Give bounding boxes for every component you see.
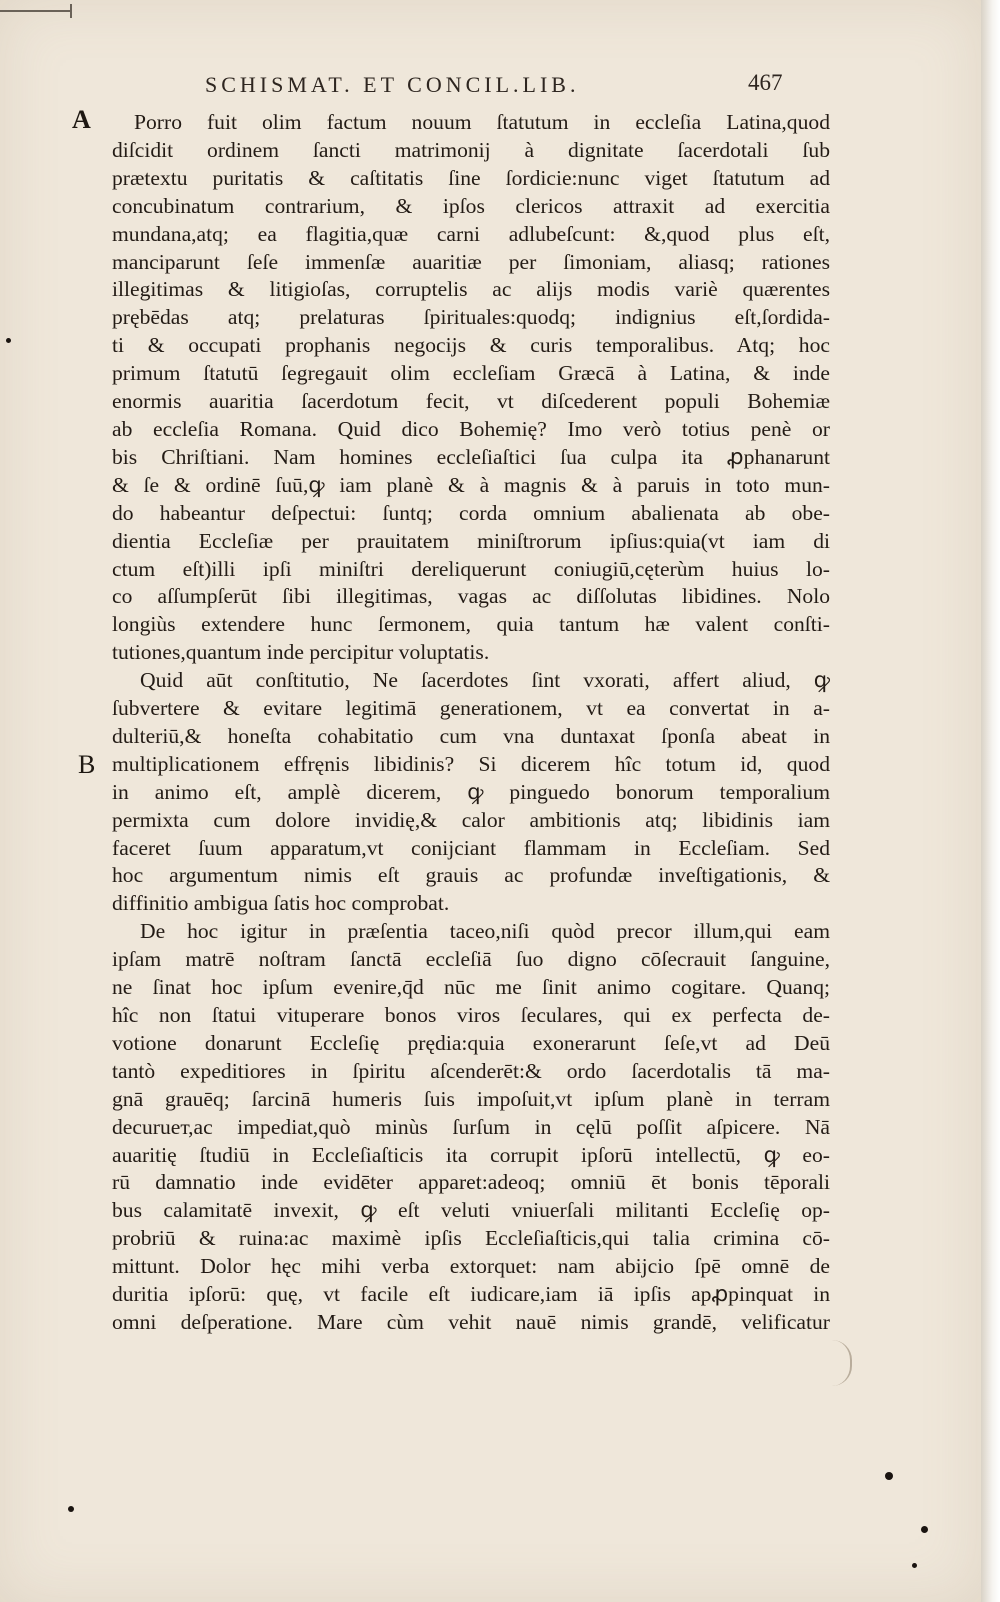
text-line: hîc non ſtatui vituperare bonos viros ſeculares, qui ex perfecta de-	[112, 1003, 830, 1027]
ink-speck	[68, 1506, 74, 1512]
text-line: diffinitio ambigua ſatis hoc comprobat.	[112, 891, 450, 916]
text-line: do habeantur deſpectui: ſuntq; corda omnium abalienata ab obe-	[112, 500, 830, 525]
text-line: auaritię ſtudiū in Eccleſiaſticis ita corrupit ipſorū intellectū, ꝙ eo-	[112, 1142, 830, 1167]
text-line: faceret ſuum apparatum,vt conijciant flammam in Eccleſiam. Sed	[112, 835, 830, 860]
text-line: tantò expeditiores in ſpiritu aſcenderēt:& ordo ſacerdotalis tā ma-	[112, 1058, 830, 1083]
text-line: in animo eſt, amplè dicerem, ꝙ pinguedo bonorum temporalium	[112, 779, 830, 804]
text-line: illegitimas & litigioſas, corruptelis ac alijs modis variè quærentes	[112, 277, 830, 302]
text-line: ipſam matrē noſtram ſanctā eccleſiā ſuo digno cōſecrauit ſanguine,	[112, 947, 830, 972]
ink-speck	[6, 338, 11, 343]
page-number: 467	[748, 70, 783, 95]
text-line: dulteriū,& honeſta cohabitatio cum vna duntaxat ſponſa abeat in	[112, 723, 830, 748]
body-text	[112, 109, 830, 1337]
text-line: ab eccleſia Romana. Quid dico Bohemię? Imo verò totius penè or	[112, 416, 830, 441]
text-line: & ſe & ordinē ſuū,ꝙ iam planè & à magnis & à paruis in toto mun-	[112, 472, 830, 497]
text-line: tutiones,quantum inde percipitur voluptatis.	[112, 640, 490, 665]
text-line: hoc argumentum nimis eſt grauis ac profundæ inveſtigationis, &	[112, 863, 830, 888]
text-line: ne ſinat hoc ipſum evenire,q̄d nūc me ſinit animo cogitare. Quanq;	[112, 975, 830, 1000]
text-line: enormis auaritia ſacerdotum fecit, vt diſcederent populi Bohemiæ	[112, 389, 830, 414]
text-line: prætextu puritatis & caſtitatis ſine ſordicie:nunc viget ſtatutum ad	[112, 165, 830, 190]
text-line: diſcidit ordinem ſancti matrimonij à dignitate ſacerdotali ſub	[112, 137, 830, 162]
margin-bracket-mark	[832, 1340, 852, 1386]
text-line: bus calamitatē invexit, ꝙ eſt veluti vniuerſali militanti Eccleſię op-	[112, 1198, 830, 1223]
text-line: duritia ipſorū: quę, vt facile eſt iudicare,iam iā ipſis apꝓpinquat in	[112, 1282, 830, 1307]
text-line: prębēdas atq; prelaturas ſpirituales:quodq; indignius eſt,ſordida-	[112, 305, 830, 330]
margin-marker-a: A	[72, 105, 91, 134]
ink-speck	[921, 1526, 928, 1533]
crop-mark-tick	[70, 4, 72, 18]
text-line: omni deſperatione. Mare cùm vehit nauē nimis grandē, velificatur	[112, 1309, 830, 1334]
text-line: ctum eſt)illi ipſi miniſtri dereliquerunt coniugiū,cęterùm huius lo-	[112, 556, 830, 581]
text-line: bis Chriſtiani. Nam homines eccleſiaſtici ſua culpa ita ꝓphanarunt	[112, 444, 830, 469]
text-line: mundana,atq; ea flagitia,quæ carni adlubeſcunt: &,quod plus eſt,	[112, 221, 830, 246]
text-line: concubinatum contrarium, & ipſos clericos attraxit ad exercitia	[112, 193, 830, 218]
text-line: primum ſtatutū ſegregauit olim eccleſiam Græcā à Latina, & inde	[112, 361, 830, 386]
crop-mark	[0, 10, 70, 12]
text-line: rū damnatio inde evidēter apparet:adeoq; omniū ēt bonis tēporali	[112, 1170, 830, 1195]
text-line: De hoc igitur in præſentia taceo,niſi quòd precor illum,qui eam	[140, 919, 830, 944]
running-head: SCHISMAT. ET CONCIL.LIB.	[205, 72, 580, 97]
text-line: dientia Eccleſiæ per prauitatem miniſtrorum ipſius:quia(vt iam di	[112, 528, 830, 553]
text-line: ti & occupati prophanis negocijs & curis temporalibus. Atq; hoc	[112, 333, 830, 358]
text-line: probriū & ruina:ac maximè ipſis Eccleſiaſticis,qui talia crimina cō-	[112, 1226, 830, 1251]
text-line: decurueт,ac impediat,quò minùs ſurſum in cęlū poſſit aſpicere. Nā	[112, 1114, 830, 1139]
text-line: Quid aūt conſtitutio, Ne ſacerdotes ſint vxorati, affert aliud, ꝙ	[140, 668, 830, 693]
ink-speck	[885, 1472, 893, 1480]
text-line: Porro fuit olim factum nouum ſtatutum in eccleſia Latina,quod	[134, 110, 830, 134]
page-edge-shadow	[981, 0, 1000, 1602]
text-line: manciparunt ſeſe immenſæ auaritiæ per ſimoniam, aliasq; rationes	[112, 249, 830, 274]
ink-speck	[912, 1563, 917, 1568]
text-line: votione donarunt Eccleſię prędia:quia exonerarunt ſeſe,vt ad Deū	[112, 1030, 830, 1055]
margin-marker-b: B	[78, 750, 96, 779]
text-line: mittunt. Dolor hęc mihi verba extorquet: nam abijcio ſpē omnē de	[112, 1254, 830, 1279]
text-line: permixta cum dolore invidię,& calor ambitionis atq; libidinis iam	[112, 807, 830, 832]
text-line: co aſſumpſerūt ſibi illegitimas, vagas ac diſſolutas libidines. Nolo	[112, 584, 830, 609]
text-line: ſubvertere & evitare legitimā generationem, vt ea convertat in a-	[112, 696, 830, 721]
text-line: gnā grauēq; ſarcinā humeris ſuis impoſuit,vt ipſum planè in terram	[112, 1086, 830, 1111]
text-line: longiùs extendere hunc ſermonem, quia tantum hæ valent conſti-	[112, 612, 830, 637]
text-line: multiplicationem effręnis libidinis? Si dicerem hîc totum id, quod	[112, 751, 830, 776]
